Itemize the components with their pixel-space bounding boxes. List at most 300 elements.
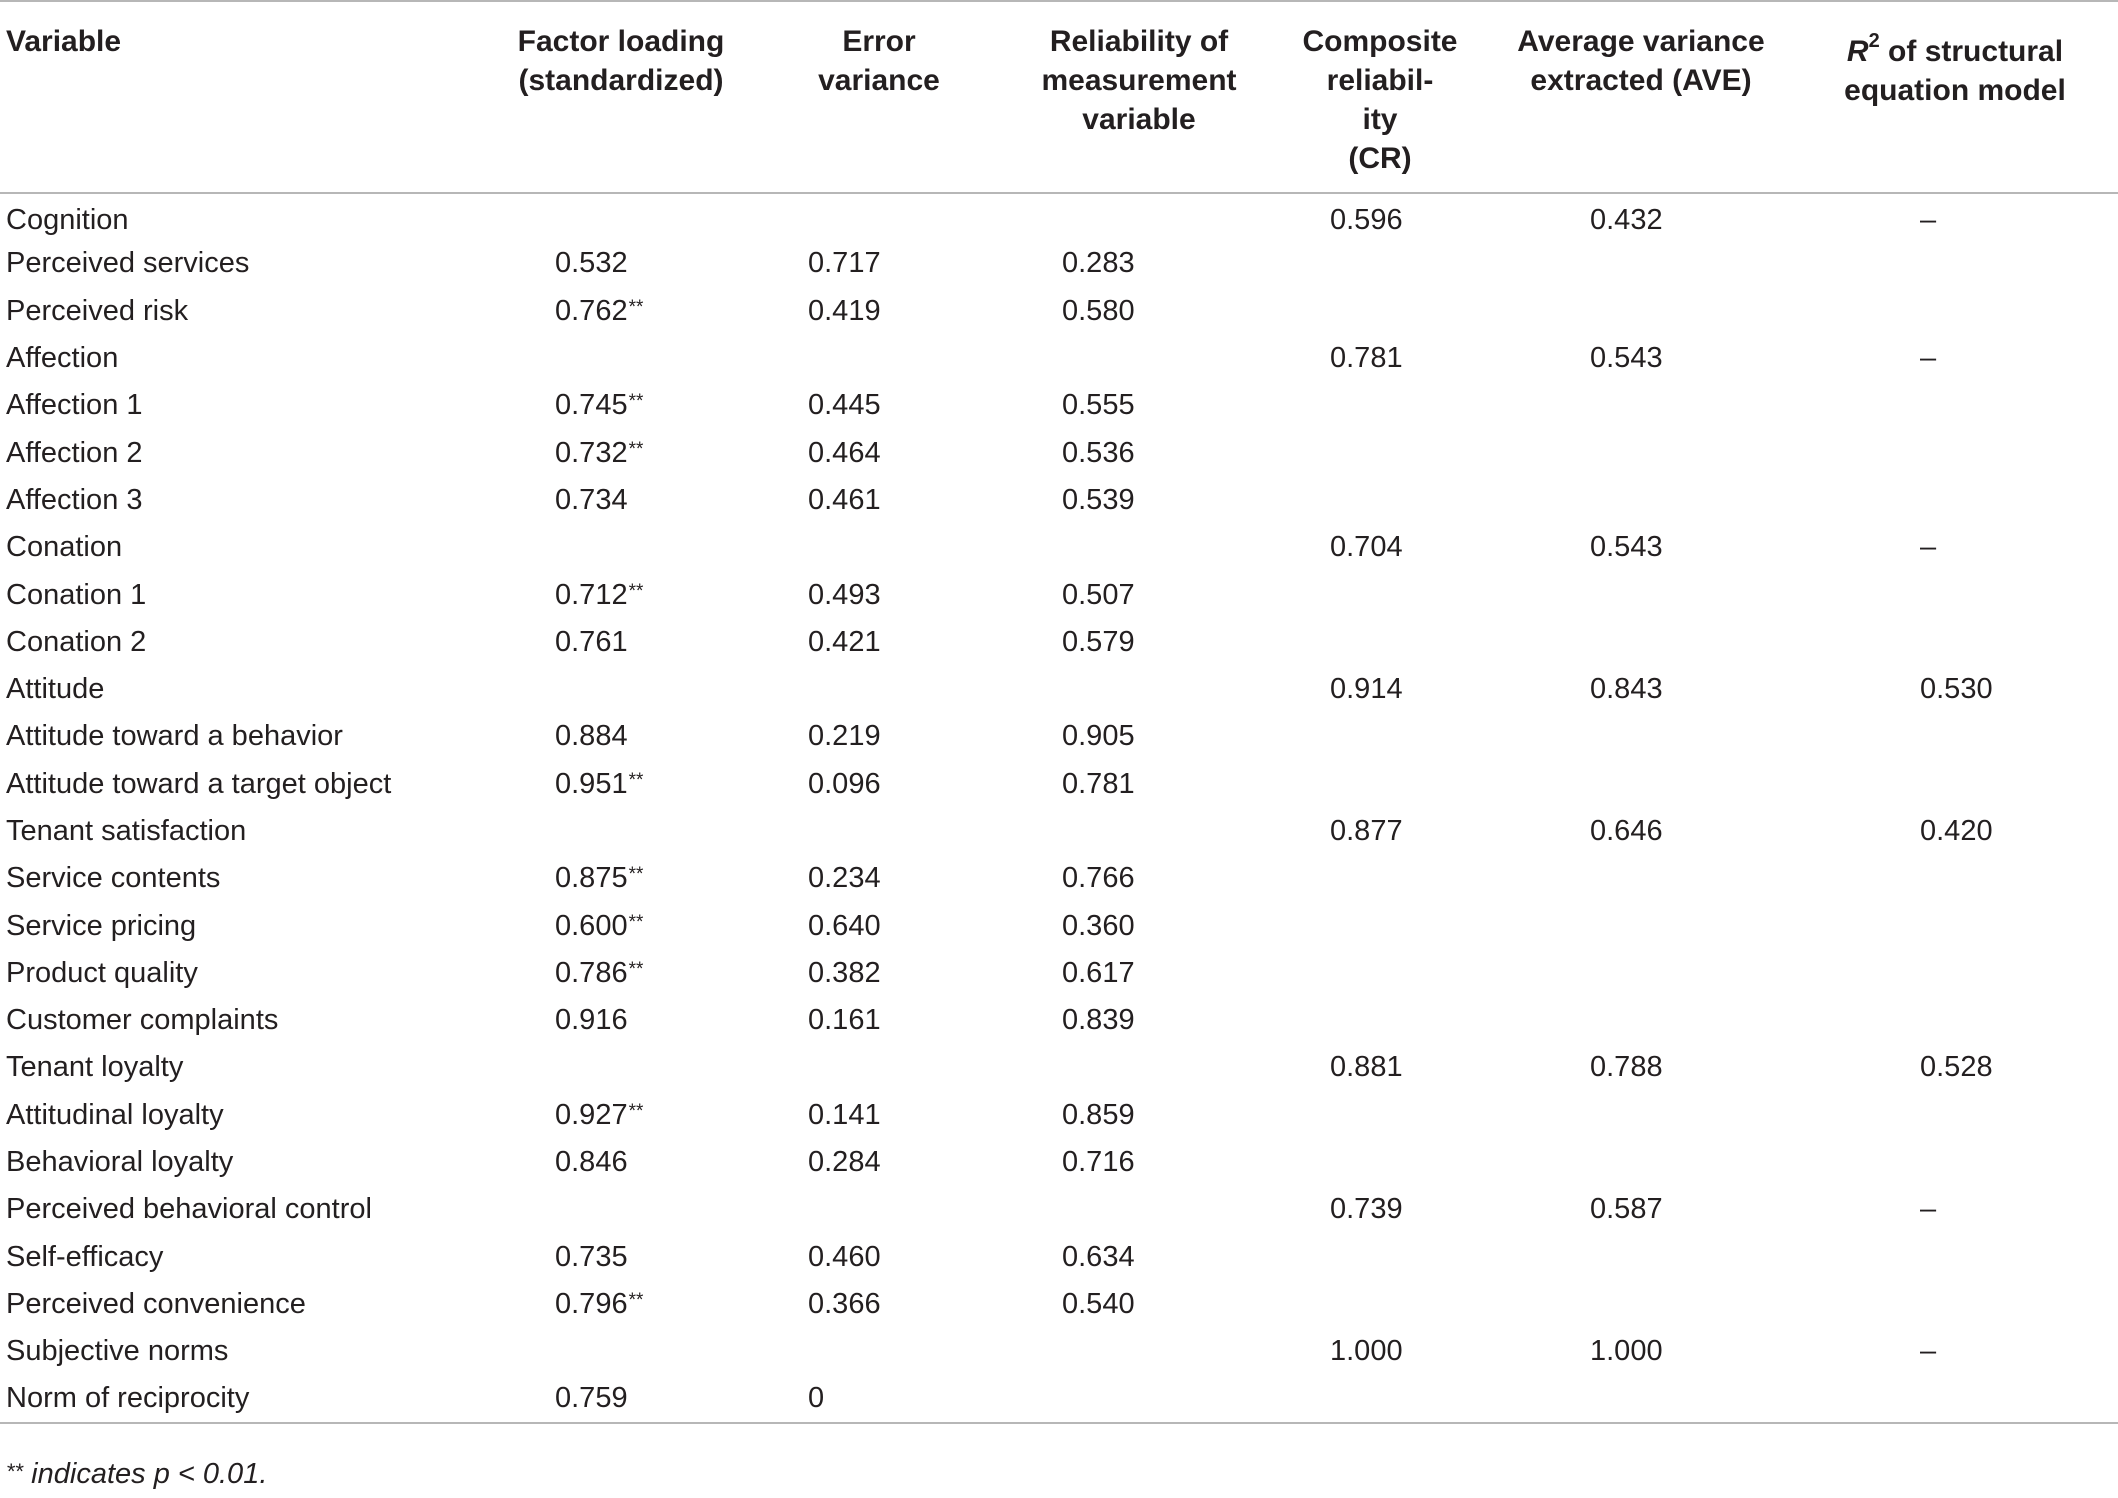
header-error-variance-line2: variance — [818, 64, 940, 97]
header-r2-rest: of structural — [1879, 35, 2064, 68]
cell-r-squared-value: 0.530 — [1920, 673, 1993, 706]
cell-ave — [1490, 950, 1792, 997]
cell-composite-reliability — [1270, 1044, 1490, 1091]
cell-ave-value: 0.788 — [1590, 1051, 1663, 1084]
cell-reliability-value: 0.555 — [1062, 389, 1135, 422]
cell-reliability-value: 0.617 — [1062, 956, 1135, 989]
cell-r-squared — [1792, 902, 2118, 949]
significance-marker: ** — [628, 864, 644, 886]
cell-r-squared-value: 0.420 — [1920, 815, 1993, 847]
header-variable — [0, 1, 492, 193]
cell-reliability — [1008, 1044, 1270, 1091]
cell-variable — [0, 1234, 492, 1281]
cell-variable — [0, 1281, 492, 1328]
cell-variable — [0, 382, 492, 429]
cell-composite-reliability-value: 0.781 — [1330, 342, 1403, 375]
cell-reliability — [1008, 1375, 1270, 1422]
cell-error-variance — [750, 1234, 1008, 1281]
cell-variable-value: Customer complaints — [6, 1004, 279, 1037]
cell-factor-loading — [492, 524, 750, 571]
cell-composite-reliability-value: 0.596 — [1330, 203, 1403, 236]
header-error-variance-line1: Error — [842, 25, 916, 58]
cell-error-variance — [750, 761, 1008, 808]
table-row — [0, 997, 2118, 1044]
header-ave-line2: extracted (AVE) — [1530, 64, 1752, 97]
cell-reliability-value: 0.781 — [1062, 767, 1135, 800]
cell-variable-value: Affection 2 — [6, 436, 143, 469]
cell-variable — [0, 997, 492, 1044]
cell-ave-value: 0.646 — [1590, 815, 1663, 847]
cell-r-squared — [1792, 666, 2118, 713]
cell-r-squared — [1792, 477, 2118, 524]
cell-error-variance — [750, 571, 1008, 618]
cell-error-variance-value: 0.161 — [808, 1004, 881, 1037]
header-r2-line2: equation model — [1844, 74, 2066, 107]
cell-factor-loading-value: 0.600 — [555, 909, 628, 942]
cell-factor-loading — [492, 761, 750, 808]
header-r-squared — [1792, 1, 2118, 193]
cell-ave — [1490, 808, 1792, 855]
cell-variable — [0, 1328, 492, 1375]
cell-variable — [0, 335, 492, 382]
header-ave — [1490, 1, 1792, 193]
cell-error-variance — [750, 808, 1008, 855]
cell-error-variance-value: 0.460 — [808, 1240, 881, 1273]
table-row — [0, 713, 2118, 760]
cell-error-variance-value: 0.366 — [808, 1287, 881, 1320]
cell-reliability — [1008, 288, 1270, 335]
cell-reliability — [1008, 713, 1270, 760]
cell-reliability — [1008, 571, 1270, 618]
cell-factor-loading — [492, 1186, 750, 1233]
cell-ave — [1490, 1044, 1792, 1091]
cell-composite-reliability — [1270, 240, 1490, 287]
cell-r-squared — [1792, 997, 2118, 1044]
cell-composite-reliability — [1270, 1281, 1490, 1328]
cell-error-variance-value: 0.640 — [808, 909, 881, 942]
cell-error-variance-value: 0.493 — [808, 578, 881, 611]
cell-composite-reliability-value: 0.877 — [1330, 815, 1403, 847]
cell-reliability — [1008, 193, 1270, 240]
cell-factor-loading — [492, 950, 750, 997]
cell-composite-reliability-value: 1.000 — [1330, 1335, 1403, 1368]
cell-reliability-value: 0.536 — [1062, 436, 1135, 469]
cell-r-squared — [1792, 808, 2118, 855]
cell-r-squared — [1792, 950, 2118, 997]
cell-factor-loading — [492, 1092, 750, 1139]
cell-r-squared-value: – — [1920, 1335, 1937, 1368]
cell-ave — [1490, 382, 1792, 429]
cell-ave — [1490, 1281, 1792, 1328]
cell-reliability — [1008, 1328, 1270, 1375]
header-cr-line4: (CR) — [1348, 142, 1412, 175]
cell-variable-value: Attitude toward a behavior — [6, 720, 343, 753]
cell-ave — [1490, 855, 1792, 902]
cell-ave — [1490, 902, 1792, 949]
table-row — [0, 193, 2118, 240]
header-factor-loading-line1: Factor loading — [517, 25, 725, 58]
significance-marker: ** — [628, 580, 644, 602]
cell-r-squared — [1792, 1375, 2118, 1422]
table-row — [0, 902, 2118, 949]
cell-r-squared-value: – — [1920, 203, 1937, 236]
cell-r-squared — [1792, 1044, 2118, 1091]
cell-r-squared — [1792, 619, 2118, 666]
cell-variable — [0, 1092, 492, 1139]
cell-reliability — [1008, 477, 1270, 524]
cell-error-variance — [750, 1044, 1008, 1091]
cell-composite-reliability — [1270, 713, 1490, 760]
cell-factor-loading — [492, 997, 750, 1044]
cell-ave — [1490, 997, 1792, 1044]
cell-variable — [0, 666, 492, 713]
cell-composite-reliability — [1270, 619, 1490, 666]
cell-factor-loading-value: 0.951 — [555, 767, 628, 800]
cell-factor-loading-value: 0.884 — [555, 720, 628, 753]
significance-marker: ** — [628, 911, 644, 933]
header-r2-superscript: 2 — [1868, 30, 1880, 52]
cell-factor-loading-value: 0.735 — [555, 1240, 628, 1273]
cell-factor-loading — [492, 382, 750, 429]
cell-ave — [1490, 1186, 1792, 1233]
cell-error-variance-value: 0.234 — [808, 862, 881, 895]
cell-factor-loading — [492, 571, 750, 618]
cell-ave-value: 0.843 — [1590, 673, 1663, 706]
cell-r-squared — [1792, 855, 2118, 902]
cell-factor-loading-value: 0.761 — [555, 625, 628, 658]
cell-r-squared — [1792, 240, 2118, 287]
cell-error-variance-value: 0.445 — [808, 389, 881, 422]
cell-factor-loading — [492, 335, 750, 382]
cell-factor-loading-value: 0.796 — [555, 1287, 628, 1320]
cell-reliability — [1008, 382, 1270, 429]
header-reliability-line3: variable — [1082, 103, 1196, 136]
cell-r-squared — [1792, 1234, 2118, 1281]
cell-factor-loading-value: 0.745 — [555, 389, 628, 422]
cell-variable-value: Service contents — [6, 862, 221, 895]
table-row — [0, 335, 2118, 382]
cell-factor-loading — [492, 1044, 750, 1091]
cell-reliability — [1008, 429, 1270, 476]
cell-composite-reliability-value: 0.739 — [1330, 1193, 1403, 1226]
header-composite-reliability — [1270, 1, 1490, 193]
cell-variable-value: Tenant loyalty — [6, 1051, 184, 1084]
header-cr-line1: Composite — [1302, 25, 1458, 58]
cell-factor-loading-value: 0.875 — [555, 862, 628, 895]
cell-ave — [1490, 335, 1792, 382]
cell-variable — [0, 619, 492, 666]
table-row — [0, 288, 2118, 335]
cell-reliability-value: 0.539 — [1062, 483, 1135, 516]
cell-composite-reliability — [1270, 902, 1490, 949]
cell-variable-value: Affection — [6, 342, 119, 375]
footnote-text: indicates p < 0.01. — [23, 1458, 268, 1490]
cell-error-variance-value: 0.717 — [808, 247, 881, 280]
cell-error-variance — [750, 666, 1008, 713]
cell-composite-reliability — [1270, 1092, 1490, 1139]
cell-variable — [0, 1044, 492, 1091]
cell-ave — [1490, 1139, 1792, 1186]
cell-reliability — [1008, 619, 1270, 666]
significance-marker: ** — [628, 391, 644, 413]
cell-reliability — [1008, 761, 1270, 808]
cell-reliability — [1008, 997, 1270, 1044]
cell-factor-loading — [492, 902, 750, 949]
cell-factor-loading — [492, 619, 750, 666]
cell-variable-value: Cognition — [6, 203, 129, 236]
cell-error-variance — [750, 193, 1008, 240]
cell-reliability-value: 0.859 — [1062, 1098, 1135, 1131]
header-reliability — [1008, 1, 1270, 193]
cell-composite-reliability — [1270, 1139, 1490, 1186]
cell-reliability — [1008, 666, 1270, 713]
table-row — [0, 1234, 2118, 1281]
cell-variable — [0, 429, 492, 476]
cell-factor-loading — [492, 666, 750, 713]
cell-composite-reliability — [1270, 382, 1490, 429]
cell-error-variance-value: 0.419 — [808, 294, 881, 327]
cell-error-variance — [750, 240, 1008, 287]
cell-error-variance-value: 0.141 — [808, 1098, 881, 1131]
header-r2-symbol: R — [1846, 35, 1869, 68]
cell-composite-reliability — [1270, 761, 1490, 808]
cell-error-variance — [750, 429, 1008, 476]
cell-variable-value: Affection 1 — [6, 389, 143, 422]
cell-factor-loading — [492, 429, 750, 476]
cell-error-variance-value: 0.421 — [808, 625, 881, 658]
cell-reliability — [1008, 855, 1270, 902]
cell-factor-loading — [492, 240, 750, 287]
cell-ave — [1490, 571, 1792, 618]
cell-r-squared-value: – — [1920, 342, 1937, 375]
significance-marker: ** — [628, 769, 644, 791]
significance-marker: ** — [628, 1100, 644, 1122]
cell-variable-value: Tenant satisfaction — [6, 815, 247, 847]
cell-variable — [0, 1139, 492, 1186]
header-row — [0, 1, 2118, 193]
table-row — [0, 1139, 2118, 1186]
header-reliability-line2: measurement — [1041, 64, 1237, 97]
cell-factor-loading — [492, 1328, 750, 1375]
cell-variable — [0, 1375, 492, 1422]
cell-variable-value: Product quality — [6, 956, 198, 989]
table-footnote — [6, 1458, 267, 1491]
table-row — [0, 1092, 2118, 1139]
footnote-stars: ** — [6, 1459, 24, 1484]
cell-ave — [1490, 1234, 1792, 1281]
cell-error-variance — [750, 855, 1008, 902]
cell-variable-value: Norm of reciprocity — [6, 1382, 250, 1415]
cell-variable-value: Self-efficacy — [6, 1240, 164, 1273]
cell-r-squared — [1792, 524, 2118, 571]
cell-ave — [1490, 619, 1792, 666]
cell-factor-loading-value: 0.927 — [555, 1098, 628, 1131]
cell-variable — [0, 713, 492, 760]
cell-reliability — [1008, 1281, 1270, 1328]
cell-composite-reliability — [1270, 950, 1490, 997]
cell-error-variance — [750, 997, 1008, 1044]
cell-ave — [1490, 193, 1792, 240]
cell-variable-value: Conation 1 — [6, 578, 147, 611]
cell-r-squared — [1792, 1139, 2118, 1186]
cell-r-squared — [1792, 193, 2118, 240]
cell-composite-reliability — [1270, 808, 1490, 855]
significance-marker: ** — [628, 438, 644, 460]
cell-factor-loading-value: 0.762 — [555, 294, 628, 327]
cell-reliability-value: 0.283 — [1062, 247, 1135, 280]
cell-composite-reliability — [1270, 1234, 1490, 1281]
cell-composite-reliability — [1270, 997, 1490, 1044]
cell-reliability — [1008, 1092, 1270, 1139]
table-row — [0, 761, 2118, 808]
cell-reliability-value: 0.839 — [1062, 1004, 1135, 1037]
header-factor-loading — [492, 1, 750, 193]
cell-composite-reliability — [1270, 193, 1490, 240]
cell-variable — [0, 477, 492, 524]
cell-reliability — [1008, 808, 1270, 855]
cell-factor-loading — [492, 855, 750, 902]
table-row — [0, 619, 2118, 666]
cell-ave — [1490, 1328, 1792, 1375]
table-row — [0, 855, 2118, 902]
table-row — [0, 808, 2118, 855]
cell-composite-reliability — [1270, 335, 1490, 382]
cell-reliability-value: 0.905 — [1062, 720, 1135, 753]
cell-reliability-value: 0.766 — [1062, 862, 1135, 895]
cell-factor-loading-value: 0.916 — [555, 1004, 628, 1037]
cell-variable-value: Subjective norms — [6, 1335, 229, 1368]
cell-error-variance-value: 0.461 — [808, 483, 881, 516]
cell-ave — [1490, 477, 1792, 524]
cell-variable-value: Perceived services — [6, 247, 250, 280]
cell-ave — [1490, 288, 1792, 335]
cell-variable-value: Behavioral loyalty — [6, 1146, 234, 1179]
cell-composite-reliability — [1270, 288, 1490, 335]
table-row — [0, 1281, 2118, 1328]
cell-error-variance — [750, 524, 1008, 571]
cell-r-squared — [1792, 288, 2118, 335]
cell-reliability-value: 0.579 — [1062, 625, 1135, 658]
cell-composite-reliability — [1270, 666, 1490, 713]
cell-r-squared-value: – — [1920, 531, 1937, 564]
cell-variable-value: Service pricing — [6, 909, 197, 942]
cell-r-squared — [1792, 1092, 2118, 1139]
cell-ave — [1490, 1092, 1792, 1139]
cell-r-squared — [1792, 335, 2118, 382]
cell-ave — [1490, 713, 1792, 760]
cell-error-variance-value: 0.464 — [808, 436, 881, 469]
cell-error-variance-value: 0 — [808, 1382, 825, 1415]
cell-reliability — [1008, 240, 1270, 287]
table-row — [0, 429, 2118, 476]
cell-variable-value: Conation 2 — [6, 625, 147, 658]
header-error-variance — [750, 1, 1008, 193]
cell-factor-loading-value: 0.759 — [555, 1382, 628, 1415]
cell-factor-loading — [492, 193, 750, 240]
cell-factor-loading-value: 0.732 — [555, 436, 628, 469]
cell-variable-value: Attitude toward a target object — [6, 767, 392, 800]
cell-r-squared-value: 0.528 — [1920, 1051, 1993, 1084]
cell-variable-value: Attitude — [6, 673, 105, 706]
cell-composite-reliability — [1270, 855, 1490, 902]
cell-r-squared-value: – — [1920, 1193, 1937, 1226]
cell-composite-reliability-value: 0.704 — [1330, 531, 1403, 564]
cell-variable-value: Perceived behavioral control — [6, 1193, 372, 1226]
cell-ave-value: 0.432 — [1590, 203, 1663, 236]
cell-reliability — [1008, 335, 1270, 382]
table-row — [0, 477, 2118, 524]
cell-variable-value: Perceived risk — [6, 294, 189, 327]
cell-factor-loading — [492, 1139, 750, 1186]
cell-error-variance — [750, 713, 1008, 760]
cell-variable — [0, 950, 492, 997]
cell-r-squared — [1792, 761, 2118, 808]
cell-variable — [0, 288, 492, 335]
cell-error-variance — [750, 288, 1008, 335]
cell-variable — [0, 1186, 492, 1233]
cell-r-squared — [1792, 1281, 2118, 1328]
cell-factor-loading-value: 0.712 — [555, 578, 628, 611]
cell-error-variance — [750, 1139, 1008, 1186]
cell-error-variance-value: 0.096 — [808, 767, 881, 800]
header-factor-loading-line2: (standardized) — [518, 64, 724, 97]
table-row — [0, 1044, 2118, 1091]
cell-error-variance — [750, 335, 1008, 382]
cell-composite-reliability — [1270, 524, 1490, 571]
cell-factor-loading — [492, 1281, 750, 1328]
cell-ave — [1490, 524, 1792, 571]
table-body — [0, 193, 2118, 1423]
header-variable-label: Variable — [6, 25, 122, 58]
cell-error-variance — [750, 1092, 1008, 1139]
cell-variable — [0, 761, 492, 808]
cell-composite-reliability — [1270, 1186, 1490, 1233]
cell-variable-value: Perceived convenience — [6, 1287, 306, 1320]
cell-factor-loading — [492, 477, 750, 524]
cell-variable — [0, 902, 492, 949]
cell-composite-reliability-value: 0.881 — [1330, 1051, 1403, 1084]
table-row — [0, 524, 2118, 571]
cell-factor-loading-value: 0.734 — [555, 483, 628, 516]
cell-ave-value: 0.587 — [1590, 1193, 1663, 1226]
table-row — [0, 1328, 2118, 1375]
cell-error-variance — [750, 950, 1008, 997]
cell-r-squared — [1792, 429, 2118, 476]
cell-variable-value: Conation — [6, 531, 123, 564]
cell-r-squared — [1792, 571, 2118, 618]
cell-composite-reliability — [1270, 571, 1490, 618]
header-ave-line1: Average variance — [1517, 25, 1765, 58]
cell-reliability-value: 0.716 — [1062, 1146, 1135, 1179]
cell-reliability-value: 0.507 — [1062, 578, 1135, 611]
table-row — [0, 1375, 2118, 1422]
cell-reliability-value: 0.540 — [1062, 1287, 1135, 1320]
cell-error-variance-value: 0.284 — [808, 1146, 881, 1179]
header-cr-line3: ity — [1362, 103, 1398, 136]
cell-variable — [0, 193, 492, 240]
significance-marker: ** — [628, 958, 644, 980]
cell-factor-loading — [492, 288, 750, 335]
cell-composite-reliability — [1270, 429, 1490, 476]
cell-variable-value: Attitudinal loyalty — [6, 1098, 224, 1131]
cell-error-variance — [750, 619, 1008, 666]
cell-variable — [0, 240, 492, 287]
header-cr-line2: reliabil- — [1326, 64, 1434, 97]
cell-reliability — [1008, 950, 1270, 997]
significance-marker: ** — [628, 296, 644, 318]
table-row — [0, 950, 2118, 997]
cell-reliability-value: 0.634 — [1062, 1240, 1135, 1273]
